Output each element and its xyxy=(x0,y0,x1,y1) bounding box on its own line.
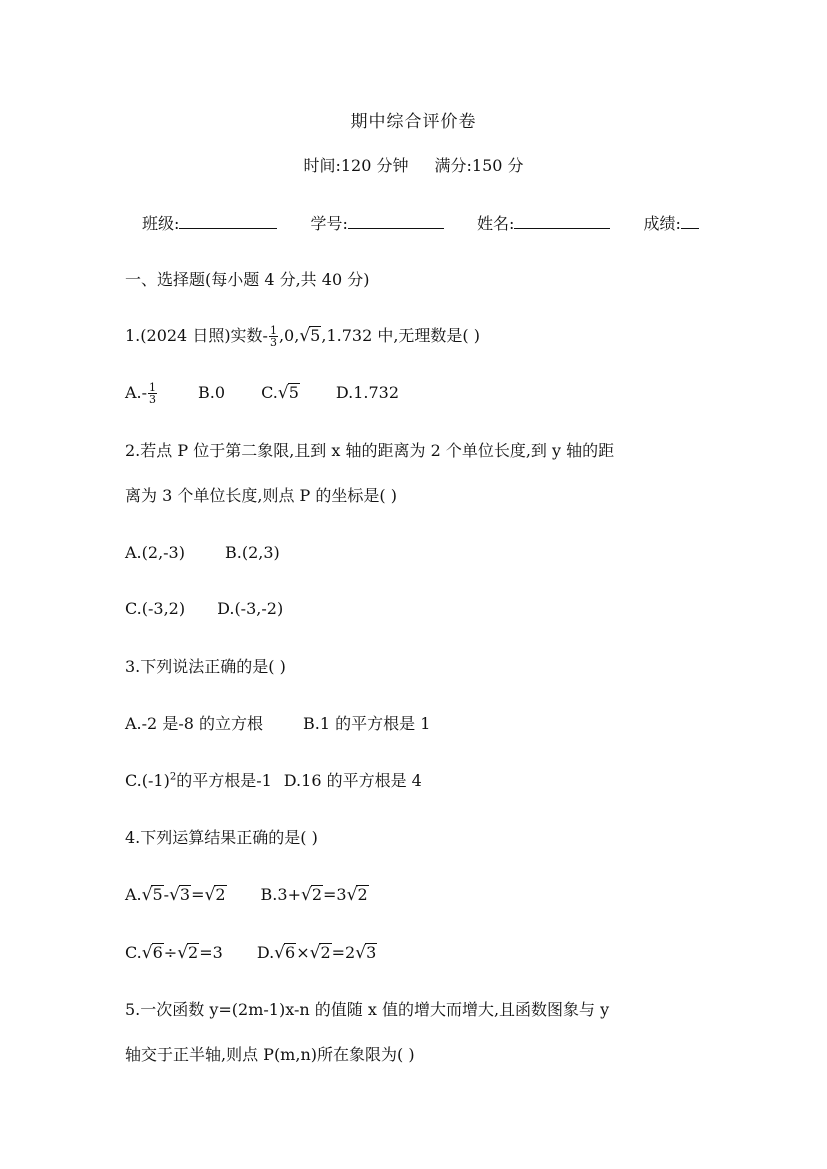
question-2-options-row2 xyxy=(125,597,283,621)
question-3-options-row1 xyxy=(125,712,430,736)
question-1-options xyxy=(125,381,399,405)
grade-blank[interactable] xyxy=(681,214,699,229)
sqrt-expression: √ 5 xyxy=(299,326,321,346)
exam-time: 时间:120 分钟 xyxy=(303,156,409,175)
question-5-stem-line2: 轴交于正半轴,则点 P(m,n)所在象限为( ) xyxy=(125,1045,415,1064)
question-4-options-row2 xyxy=(125,941,377,965)
option-a[interactable]: A.-2 是-8 的立方根 xyxy=(125,714,263,733)
page-title: 期中综合评价卷 xyxy=(350,112,477,132)
option-b[interactable]: B.(2,3) xyxy=(224,543,280,562)
question-4-options-row1 xyxy=(125,883,369,907)
option-a[interactable]: A.- $\frac{1}{3}$ xyxy=(125,381,157,406)
option-d[interactable]: D.(-3,-2) xyxy=(217,599,284,618)
option-c[interactable]: C. √ 6 ÷ √ 2 =3 xyxy=(125,943,223,963)
class-field[interactable]: 班级: xyxy=(142,214,277,233)
question-3-options-row2 xyxy=(125,769,422,793)
option-c[interactable]: C.(-3,2) xyxy=(125,599,186,618)
exam-full-score: 满分:150 分 xyxy=(434,156,524,175)
fraction: $\frac{1}{3}$ xyxy=(269,324,277,349)
grade-field[interactable]: 成绩: xyxy=(644,214,699,233)
option-d[interactable]: D. √ 6 × √ 2 =2 √ 3 xyxy=(256,943,377,963)
option-a[interactable]: A.(2,-3) xyxy=(125,543,185,562)
option-a[interactable]: A. √ 5 - √ 3 = √ 2 xyxy=(125,885,226,905)
question-2-stem-line2: 离为 3 个单位长度,则点 P 的坐标是( ) xyxy=(125,486,397,505)
option-b[interactable]: B.3+ √ 2 =3 √ 2 xyxy=(260,885,368,905)
question-4-stem: 4.下列运算结果正确的是( ) xyxy=(125,828,318,847)
student-info-row xyxy=(142,212,699,236)
name-field[interactable]: 姓名: xyxy=(477,214,610,233)
question-3-stem: 3.下列说法正确的是( ) xyxy=(125,657,286,676)
question-5-stem-line1: 5.一次函数 y=(2m-1)x-n 的值随 x 值的增大而增大,且函数图象与 y xyxy=(125,1000,610,1019)
option-c[interactable]: $C.(-1)^2$的平方根是-1 xyxy=(125,771,272,790)
question-2-stem-line1: 2.若点 P 位于第二象限,且到 x 轴的距离为 2 个单位长度,到 y 轴的距 xyxy=(125,441,615,460)
option-c[interactable]: C. √ 5 xyxy=(261,383,299,403)
option-d[interactable]: D.16 的平方根是 4 xyxy=(283,771,422,790)
option-b[interactable]: B.0 xyxy=(198,383,226,402)
student-number-blank[interactable] xyxy=(348,214,444,229)
section-heading: 一、选择题(每小题 4 分,共 40 分) xyxy=(125,270,370,289)
student-number-field[interactable]: 学号: xyxy=(311,214,444,233)
name-blank[interactable] xyxy=(514,214,610,229)
question-2-options-row1 xyxy=(125,541,280,565)
option-b[interactable]: B.1 的平方根是 1 xyxy=(303,714,431,733)
question-1-stem: 1.(2024 日照)实数- $\frac{1}{3}$ ,0, √ 5 ,1.732 中,无理数是( ) xyxy=(125,324,480,349)
class-blank[interactable] xyxy=(179,214,277,229)
exam-meta xyxy=(0,154,827,178)
option-d[interactable]: D.1.732 xyxy=(335,383,400,402)
